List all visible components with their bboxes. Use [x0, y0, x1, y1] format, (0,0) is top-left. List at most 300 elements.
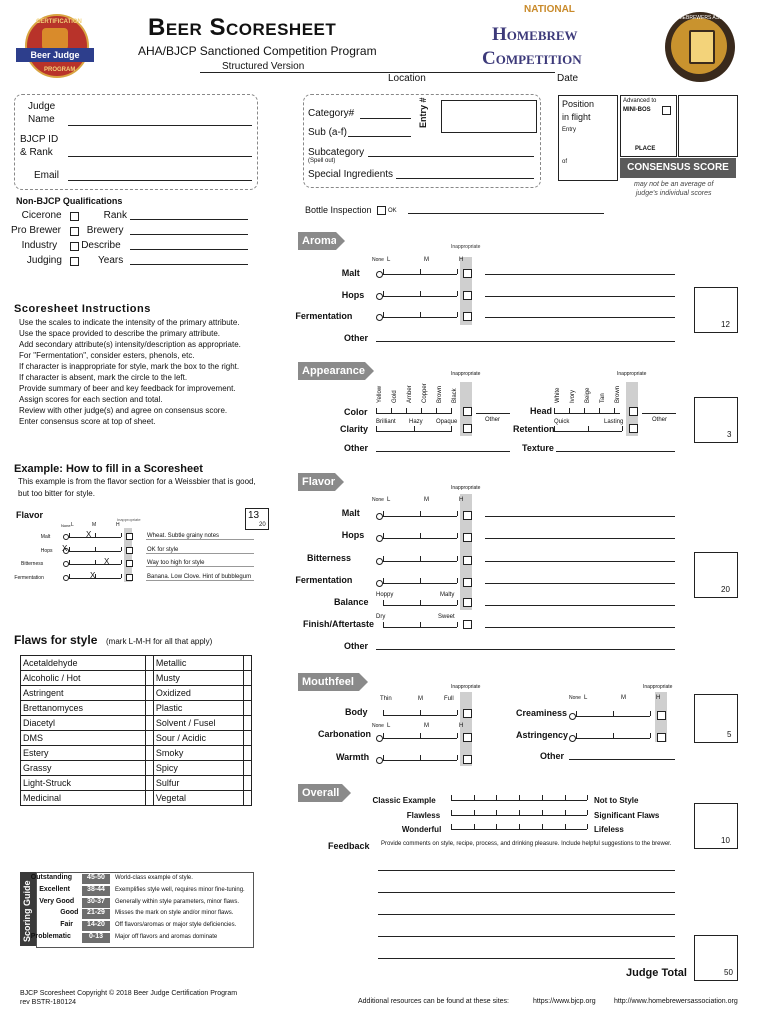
overall-tick — [496, 795, 497, 800]
flaw-name: Acetaldehyde — [21, 656, 146, 671]
flavor-malt-absent-circle[interactable] — [376, 513, 383, 520]
instruction-line: Use the scales to indicate the intensity of the primary attribute. — [19, 318, 240, 327]
judge-name-field[interactable] — [68, 125, 252, 126]
category-label: Category# — [308, 108, 355, 119]
aroma-other-field[interactable] — [376, 341, 675, 342]
bjcp-logo-bottom: PROGRAM — [44, 67, 76, 73]
mouthfeel-right-inappropriate-label: Inappropriate — [643, 684, 673, 690]
overall-right-label: Not to Style — [594, 796, 639, 805]
finish-inappropriate-checkbox[interactable] — [463, 620, 472, 629]
example-m-label: M — [92, 522, 97, 528]
qualification-detail-label: Describe — [81, 240, 121, 251]
example-none-label: None — [61, 523, 71, 528]
retention-tick — [554, 426, 555, 431]
instruction-line: If character is absent, mark the circle to the left. — [19, 373, 188, 382]
creaminess-absent-circle[interactable] — [569, 713, 576, 720]
flavor-hops-scale[interactable] — [383, 538, 457, 539]
score-tier-description: World-class example of style. — [115, 875, 193, 881]
aroma-malt-scale[interactable] — [383, 274, 457, 275]
qualification-detail-field[interactable] — [130, 219, 248, 220]
warmth-label: Warmth — [336, 752, 370, 762]
body-tick — [383, 710, 384, 715]
aroma-fermentation-tick — [420, 312, 421, 317]
aroma-comment-field[interactable] — [485, 317, 675, 318]
flavor-fermentation-absent-circle[interactable] — [376, 580, 383, 587]
flaw-name: Smoky — [153, 746, 243, 761]
color-other-field[interactable] — [476, 413, 510, 414]
head-label: Head — [530, 406, 553, 416]
head-color-option-label: Ivory — [570, 389, 576, 403]
mouthfeel-header: Mouthfeel — [298, 673, 359, 691]
retention-scale[interactable] — [554, 431, 622, 432]
mini-bos-checkbox[interactable] — [662, 106, 671, 115]
flaw-intensity-cell[interactable] — [244, 791, 252, 806]
finish-scale[interactable] — [383, 627, 457, 628]
creaminess-scale[interactable] — [576, 716, 650, 717]
flavor-bitterness-absent-circle[interactable] — [376, 558, 383, 565]
carbonation-none-label: None — [372, 723, 384, 729]
carbonation-tick — [420, 733, 421, 738]
overall-tick — [474, 795, 475, 800]
color-tick — [376, 408, 377, 413]
overall-tick — [519, 810, 520, 815]
instruction-line: For "Fermentation", consider esters, phenols, etc. — [19, 351, 195, 360]
finish-tick — [383, 622, 384, 627]
flaw-intensity-cell[interactable] — [244, 701, 252, 716]
warmth-tick — [420, 755, 421, 760]
flavor-l-label: L — [387, 497, 391, 503]
color-label: Color — [344, 407, 368, 417]
appearance-other-label: Other — [344, 443, 369, 453]
flaw-name: Sour / Acidic — [153, 731, 243, 746]
example-tick — [95, 547, 96, 551]
instruction-line: Add secondary attribute(s) intensity/description as appropriate. — [19, 340, 241, 349]
bjcp-id-field[interactable] — [68, 156, 252, 157]
bottle-ok-checkbox[interactable] — [377, 206, 386, 215]
carbonation-h-label: H — [459, 723, 464, 729]
carbonation-absent-circle[interactable] — [376, 735, 383, 742]
aroma-hops-inappropriate-checkbox[interactable] — [463, 291, 472, 300]
example-note: Banana. Low Clove. Hint of bubblegum — [147, 573, 252, 580]
body-thin-label: Thin — [380, 696, 392, 702]
flavor-malt-tick — [457, 511, 458, 516]
clarity-label: Clarity — [340, 424, 369, 434]
aroma-comment-field[interactable] — [485, 296, 675, 297]
example-mark: X — [86, 530, 92, 539]
flaw-name: Light-Struck — [21, 776, 146, 791]
aroma-fermentation-absent-circle[interactable] — [376, 314, 383, 321]
head-tick — [554, 408, 555, 413]
score-tier-description: Misses the mark on style and/or minor flaws. — [115, 910, 234, 917]
qualification-detail-field[interactable] — [130, 264, 248, 265]
overall-left-label: Flawless — [406, 810, 441, 820]
example-tick — [95, 560, 96, 564]
category-field[interactable] — [360, 118, 411, 119]
finish-comment-field[interactable] — [485, 627, 675, 628]
mouthfeel-other-field[interactable] — [569, 759, 675, 760]
flavor-header: Flavor — [298, 473, 335, 491]
aroma-fermentation-tick — [457, 312, 458, 317]
pint-glass-icon — [689, 30, 715, 64]
overall-tick — [587, 795, 588, 800]
creaminess-tick — [613, 711, 614, 716]
feedback-line[interactable] — [378, 892, 675, 893]
feedback-line[interactable] — [378, 914, 675, 915]
aha-link[interactable]: http://www.homebrewersassociation.org — [614, 998, 738, 1005]
appearance-inappropriate-label: Inappropriate — [451, 371, 481, 377]
balance-scale[interactable] — [383, 605, 457, 606]
example-note-line — [146, 539, 254, 540]
flaw-intensity-cell[interactable] — [244, 776, 252, 791]
balance-tick — [420, 600, 421, 605]
carbonation-label: Carbonation — [318, 729, 371, 739]
flavor-comment-field[interactable] — [485, 561, 675, 562]
feedback-line[interactable] — [378, 936, 675, 937]
score-tier-label: Outstanding — [30, 874, 73, 881]
aroma-row-label: Hops — [341, 289, 365, 300]
bjcp-logo-top: CERTIFICATION — [36, 19, 82, 25]
flaw-intensity-cell[interactable] — [146, 701, 154, 716]
subcategory-field[interactable] — [368, 156, 534, 157]
email-label: Email — [34, 170, 60, 181]
aroma-hops-absent-circle[interactable] — [376, 293, 383, 300]
head-tick — [614, 408, 615, 413]
example-tick — [69, 574, 70, 578]
example-row-label: Hops — [40, 547, 53, 554]
flaw-name: Estery — [21, 746, 146, 761]
nhc-logo — [478, 4, 628, 72]
instruction-line: Enter consensus score at top of sheet. — [19, 417, 156, 426]
judge-total-label: Judge Total — [626, 967, 687, 979]
date-label: Date — [557, 73, 579, 84]
example-note: OK for style — [147, 546, 179, 553]
qualification-label: Industry — [21, 240, 58, 251]
qualification-checkbox[interactable] — [70, 257, 79, 266]
aroma-malt-absent-circle[interactable] — [376, 271, 383, 278]
score-tier-description: Generally within style parameters, minor flaws. — [115, 898, 240, 905]
overall-tick — [587, 824, 588, 829]
feedback-line[interactable] — [378, 870, 675, 871]
overall-tick — [565, 795, 566, 800]
sub-label: Sub (a-f) — [308, 127, 347, 138]
place-label: PLACE — [635, 146, 656, 152]
flaw-name: Metallic — [153, 656, 243, 671]
flavor-bitterness-tick — [420, 556, 421, 561]
example-tick — [69, 547, 70, 551]
qualification-checkbox[interactable] — [70, 227, 79, 236]
clarity-tick — [451, 426, 452, 431]
aroma-malt-tick — [420, 269, 421, 274]
flaw-row — [21, 761, 252, 776]
flavor-other-field[interactable] — [376, 649, 675, 650]
example-tick — [121, 547, 122, 551]
copyright: BJCP Scoresheet Copyright © 2018 Beer Judge Certification Program — [20, 990, 238, 997]
score-tier-description: Off flavors/aromas or major style deficiencies. — [115, 922, 237, 929]
overall-scale[interactable] — [451, 829, 587, 830]
qualification-detail-field[interactable] — [130, 249, 248, 250]
entry-number-field[interactable] — [441, 100, 537, 133]
flaw-name: Spicy — [153, 761, 243, 776]
flavor-comment-field[interactable] — [485, 538, 675, 539]
head-other-field[interactable] — [642, 413, 676, 414]
head-other-label: Other — [652, 417, 668, 423]
location-label: Location — [388, 73, 426, 84]
carbonation-inappropriate-checkbox[interactable] — [463, 733, 472, 742]
flavor-malt-scale[interactable] — [383, 516, 457, 517]
instruction-line: If character is inappropriate for style, mark the box to the right. — [19, 362, 240, 371]
flavor-hops-inappropriate-checkbox[interactable] — [463, 533, 472, 542]
bottle-inspection-label: Bottle Inspection — [305, 205, 372, 215]
score-tier-label: Excellent — [39, 885, 70, 893]
scoring-guide-title: Scoring Guide — [22, 880, 32, 942]
example-mark: X — [90, 570, 96, 580]
appearance-head-inappropriate-label: Inappropriate — [617, 371, 647, 377]
aroma-fermentation-tick — [383, 312, 384, 317]
flaw-intensity-cell[interactable] — [146, 731, 154, 746]
retention-quick-label: Quick — [554, 419, 570, 425]
head-tick — [584, 408, 585, 413]
astringency-absent-circle[interactable] — [569, 735, 576, 742]
example-tick — [69, 560, 70, 564]
aroma-fermentation-inappropriate-checkbox[interactable] — [463, 312, 472, 321]
head-scale[interactable] — [554, 413, 620, 414]
example-row-label: Bitterness — [21, 561, 44, 567]
clarity-brilliant-label: Brilliant — [376, 419, 396, 425]
flaw-intensity-cell[interactable] — [244, 746, 252, 761]
flavor-row-label: Malt — [341, 508, 360, 518]
warmth-absent-circle[interactable] — [376, 757, 383, 764]
appearance-max: 3 — [727, 430, 732, 439]
overall-tick — [542, 824, 543, 829]
example-l-label: L — [71, 522, 74, 528]
balance-comment-field[interactable] — [485, 605, 675, 606]
retention-label: Retention — [513, 424, 555, 434]
color-scale[interactable] — [376, 413, 452, 414]
aroma-malt-inappropriate-checkbox[interactable] — [463, 269, 472, 278]
astringency-inappropriate-checkbox[interactable] — [657, 733, 666, 742]
flaw-intensity-cell[interactable] — [244, 716, 252, 731]
body-tick — [457, 710, 458, 715]
flavor-fermentation-tick — [383, 578, 384, 583]
flaw-intensity-cell[interactable] — [146, 686, 154, 701]
flaw-intensity-cell[interactable] — [146, 776, 154, 791]
aroma-hops-scale[interactable] — [383, 296, 457, 297]
flavor-malt-inappropriate-checkbox[interactable] — [463, 511, 472, 520]
warmth-inappropriate-checkbox[interactable] — [463, 755, 472, 764]
qualification-detail-field[interactable] — [130, 234, 248, 235]
retention-tick — [622, 426, 623, 431]
flaw-intensity-cell[interactable] — [244, 686, 252, 701]
flavor-inappropriate-label: Inappropriate — [451, 485, 481, 491]
flaws-title: Flaws for style — [14, 633, 98, 647]
flaw-row — [21, 791, 252, 806]
instruction-line: Assign scores for each section and total. — [19, 395, 163, 404]
qualifications-title: Non-BJCP Qualifications — [16, 196, 123, 206]
flavor-comment-field[interactable] — [485, 583, 675, 584]
example-inappropriate-checkbox — [126, 547, 133, 554]
aroma-max: 12 — [721, 320, 730, 329]
example-mark: X — [62, 543, 68, 553]
appearance-other-field[interactable] — [376, 451, 510, 452]
overall-right-label: Lifeless — [594, 825, 624, 834]
special-ingredients-field[interactable] — [396, 178, 534, 179]
example-description: This example is from the flavor section for a Weissbier that is good, but too bitter for style. — [18, 477, 256, 498]
flavor-max: 20 — [721, 585, 730, 594]
carbonation-m-label: M — [424, 723, 429, 729]
retention-tick — [588, 426, 589, 431]
example-tick — [121, 533, 122, 537]
astringency-scale[interactable] — [576, 738, 650, 739]
example-note-line — [146, 580, 254, 581]
balance-label: Balance — [334, 597, 369, 607]
example-inappropriate-checkbox — [126, 533, 133, 540]
body-inappropriate-checkbox[interactable] — [463, 709, 472, 718]
color-option-label: Yellow — [377, 385, 383, 403]
qualification-checkbox[interactable] — [70, 242, 79, 251]
overall-scale[interactable] — [451, 800, 587, 801]
email-field[interactable] — [68, 180, 252, 181]
flavor-fermentation-inappropriate-checkbox[interactable] — [463, 578, 472, 587]
clarity-opaque-label: Opaque — [436, 419, 458, 425]
example-row-label: Fermentation — [14, 574, 44, 581]
flavor-row-label: Fermentation — [295, 574, 353, 585]
flaw-name: Sulfur — [153, 776, 243, 791]
creaminess-h-label: H — [656, 695, 661, 701]
flavor-bitterness-inappropriate-checkbox[interactable] — [463, 556, 472, 565]
astringency-label: Astringency — [516, 730, 569, 740]
bjcp-link[interactable]: https://www.bjcp.org — [533, 998, 596, 1005]
page-title: Beer Scoresheet — [148, 14, 337, 41]
instruction-line: Provide summary of beer and key feedback for improvement. — [19, 384, 236, 393]
carbonation-l-label: L — [387, 723, 391, 729]
flavor-hops-absent-circle[interactable] — [376, 535, 383, 542]
page-subtitle: AHA/BJCP Sanctioned Competition Program — [138, 44, 377, 58]
flaw-intensity-cell[interactable] — [244, 731, 252, 746]
aroma-header: Aroma — [298, 232, 336, 250]
flaw-name: Medicinal — [21, 791, 146, 806]
qualification-detail-label: Rank — [103, 210, 127, 221]
score-tier-label: Good — [60, 909, 79, 917]
flaw-intensity-cell[interactable] — [146, 671, 154, 686]
judge-total-max: 50 — [724, 968, 733, 977]
warmth-scale[interactable] — [383, 760, 457, 761]
flavor-fermentation-scale[interactable] — [383, 583, 457, 584]
clarity-tick — [376, 426, 377, 431]
head-color-option-label: White — [555, 387, 561, 403]
flavor-hops-tick — [420, 533, 421, 538]
flavor-malt-tick — [383, 511, 384, 516]
body-full-label: Full — [444, 696, 454, 702]
retention-lasting-label: Lasting — [604, 419, 624, 425]
creaminess-inappropriate-checkbox[interactable] — [657, 711, 666, 720]
flaw-name: Astringent — [21, 686, 146, 701]
overall-scale[interactable] — [451, 815, 587, 816]
overall-tick — [451, 824, 452, 829]
example-note-line — [146, 553, 254, 554]
aha-logo-text: HOMEBREWERS ASSOCIATION — [671, 15, 747, 21]
color-tick — [436, 408, 437, 413]
flaw-intensity-cell[interactable] — [244, 656, 252, 671]
carbonation-scale[interactable] — [383, 738, 457, 739]
flavor-malt-tick — [420, 511, 421, 516]
feedback-line[interactable] — [378, 958, 675, 959]
consensus-score-box[interactable] — [678, 95, 738, 157]
flaw-name: Alcoholic / Hot — [21, 671, 146, 686]
flaw-intensity-cell[interactable] — [146, 761, 154, 776]
bottle-inspection-field[interactable] — [408, 213, 604, 214]
resources-note: Additional resources can be found at these sites: — [358, 998, 509, 1005]
texture-field[interactable] — [556, 451, 675, 452]
qualification-detail-label: Years — [98, 255, 124, 266]
aroma-comment-field[interactable] — [485, 274, 675, 275]
balance-inappropriate-checkbox[interactable] — [463, 598, 472, 607]
flaw-intensity-cell[interactable] — [146, 656, 154, 671]
consensus-score-label: CONSENSUS SCORE — [620, 158, 736, 178]
flavor-score-box[interactable] — [694, 552, 738, 598]
aroma-row-label: Fermentation — [295, 311, 353, 321]
nhc-logo-national: NATIONAL — [524, 4, 575, 15]
overall-score-box[interactable] — [694, 803, 738, 849]
head-inappropriate-checkbox[interactable] — [629, 407, 638, 416]
overall-tick — [565, 824, 566, 829]
aroma-row-label: Malt — [341, 268, 360, 278]
mouthfeel-max: 5 — [727, 730, 732, 739]
flaw-intensity-cell[interactable] — [244, 671, 252, 686]
example-inappropriate-label: Inappropriate — [117, 517, 141, 522]
aroma-inappropriate-label: Inappropriate — [451, 244, 481, 250]
warmth-tick — [383, 755, 384, 760]
overall-max: 10 — [721, 836, 730, 845]
body-scale[interactable] — [383, 715, 457, 716]
flavor-fermentation-tick — [420, 578, 421, 583]
score-tier-range: 45-50 — [82, 874, 110, 884]
color-option-label: Copper — [422, 383, 428, 403]
bottle-ok-label: OK — [388, 208, 397, 214]
clarity-inappropriate-checkbox[interactable] — [463, 424, 472, 433]
overall-tick — [496, 824, 497, 829]
flaw-intensity-cell[interactable] — [146, 746, 154, 761]
example-note-line — [146, 566, 254, 567]
aroma-score-box[interactable] — [694, 287, 738, 333]
flaw-intensity-cell[interactable] — [146, 716, 154, 731]
advanced-to-label: Advanced to — [623, 98, 657, 104]
color-inappropriate-checkbox[interactable] — [463, 407, 472, 416]
clarity-scale[interactable] — [376, 431, 452, 432]
score-tier-range: 0-13 — [82, 933, 110, 943]
flaw-intensity-cell[interactable] — [146, 791, 154, 806]
qualification-checkbox[interactable] — [70, 212, 79, 221]
retention-inappropriate-checkbox[interactable] — [629, 424, 638, 433]
flaw-row — [21, 716, 252, 731]
color-option-label: Gold — [392, 390, 398, 403]
score-tier-range: 38-44 — [82, 886, 110, 896]
flavor-hops-tick — [383, 533, 384, 538]
balance-tick — [383, 600, 384, 605]
creaminess-tick — [576, 711, 577, 716]
creaminess-tick — [650, 711, 651, 716]
aroma-l-label: L — [387, 257, 391, 263]
warmth-tick — [457, 755, 458, 760]
flavor-comment-field[interactable] — [485, 516, 675, 517]
flaw-name: Diacetyl — [21, 716, 146, 731]
bjcp-id-label: BJCP ID & Rank — [20, 134, 59, 158]
flavor-bitterness-scale[interactable] — [383, 561, 457, 562]
color-other-label: Other — [485, 417, 501, 423]
aroma-fermentation-scale[interactable] — [383, 317, 457, 318]
flaw-intensity-cell[interactable] — [244, 761, 252, 776]
sub-field[interactable] — [348, 136, 411, 137]
finish-dry-label: Dry — [376, 614, 386, 620]
